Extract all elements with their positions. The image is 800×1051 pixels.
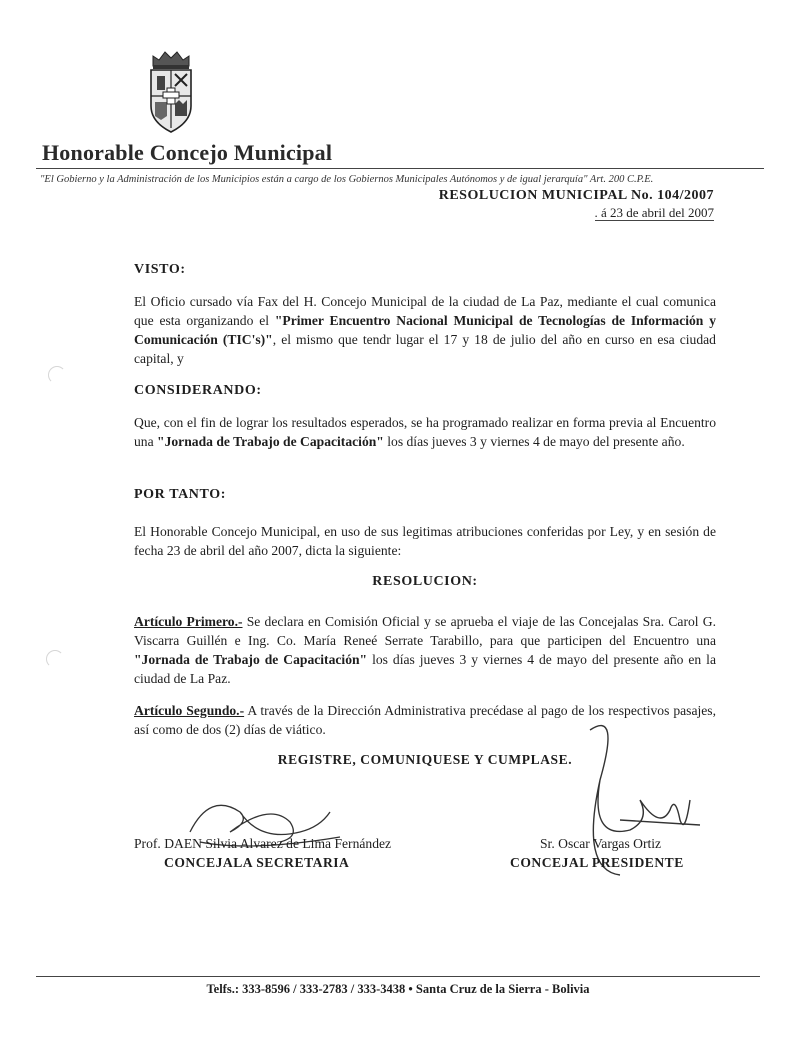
- por-tanto-paragraph: El Honorable Concejo Municipal, en uso de sus legitimas atribuciones conferidas por Ley, y en sesión de fecha 23 de abril del año 2007, dicta la siguiente:: [134, 524, 716, 558]
- visto-event-name: "Primer Encuentro Nacional Municipal de Tecnologías de Información y Comunicación (TIC's)": [134, 313, 716, 347]
- visto-text: El Oficio cursado vía Fax del H. Concejo Municipal de la ciudad de La Paz, mediante el cual comunica que esta organizando el: [134, 294, 716, 328]
- resolucion-heading: RESOLUCION:: [372, 574, 478, 589]
- resolution-date-text: . á 23 de abril del 2007: [594, 205, 714, 220]
- left-signatory-name: Prof. DAEN Silvia Alvarez de Lima Fernández: [134, 836, 392, 851]
- footer-divider: [36, 976, 760, 977]
- considerando-event-name: "Jornada de Trabajo de Capacitación": [157, 434, 384, 449]
- hole-punch-mark: [46, 650, 64, 668]
- considerando-heading: CONSIDERANDO:: [134, 383, 262, 398]
- resolution-number: RESOLUCION MUNICIPAL No. 104/2007: [438, 188, 714, 203]
- por-tanto-heading: POR TANTO:: [134, 487, 226, 502]
- council-name: Honorable Concejo Municipal: [42, 140, 333, 165]
- articulo-primero-text: Se declara en Comisión Oficial y se aprueba el viaje de las Concejalas Sra. Carol G. Viscarra Guillén e Ing. Co. María Reneé Serrate Tarabillo, para que participen del Encuentro una: [134, 614, 716, 648]
- visto-paragraph: [134, 292, 716, 368]
- visto-heading: VISTO:: [134, 262, 186, 277]
- hole-punch-mark: [48, 366, 66, 384]
- articulo-segundo-title: Artículo Segundo.-: [134, 703, 245, 718]
- considerando-text-end: los días jueves 3 y viernes 4 de mayo del presente año.: [383, 434, 685, 449]
- right-signatory-name: Sr. Oscar Vargas Ortiz: [540, 836, 662, 851]
- articulo-primero-text-end: los días jueves 3 y viernes 4 de mayo del presente año en la ciudad de La Paz.: [134, 652, 716, 686]
- closing-statement: REGISTRE, COMUNIQUESE Y CUMPLASE.: [277, 752, 573, 767]
- right-signatory-role: CONCEJAL PRESIDENTE: [510, 855, 684, 870]
- considerando-text: Que, con el fin de lograr los resultados esperados, se ha programado realizar en forma previa al Encuentro una: [134, 415, 716, 449]
- resolution-date: [500, 205, 714, 221]
- visto-text-end: , el mismo que tendr lugar el 17 y 18 de julio del año en curso en esa ciudad capital, y: [134, 332, 716, 366]
- left-signatory-role: CONCEJALA SECRETARIA: [164, 855, 350, 870]
- articulo-segundo-text: A través de la Dirección Administrativa precédase al pago de los respectivos pasajes, así como de dos (2) días de viático.: [134, 703, 716, 737]
- considerando-paragraph: [134, 413, 716, 451]
- articulo-segundo: [134, 701, 716, 739]
- footer-contact: Telfs.: 333-8596 / 333-2783 / 333-3438 • Santa Cruz de la Sierra - Bolivia: [206, 982, 590, 996]
- articulo-primero-event-name: "Jornada de Trabajo de Capacitación": [134, 652, 368, 667]
- articulo-primero: [134, 612, 716, 688]
- header-divider: [36, 168, 764, 169]
- municipal-coat-of-arms: [145, 46, 197, 136]
- constitution-quote: "El Gobierno y la Administración de los Municipios están a cargo de los Gobiernos Municipales Autónomos y de igual jerarquía" Art. 200 C.P.E.: [40, 174, 654, 185]
- articulo-primero-title: Artículo Primero.-: [134, 614, 243, 629]
